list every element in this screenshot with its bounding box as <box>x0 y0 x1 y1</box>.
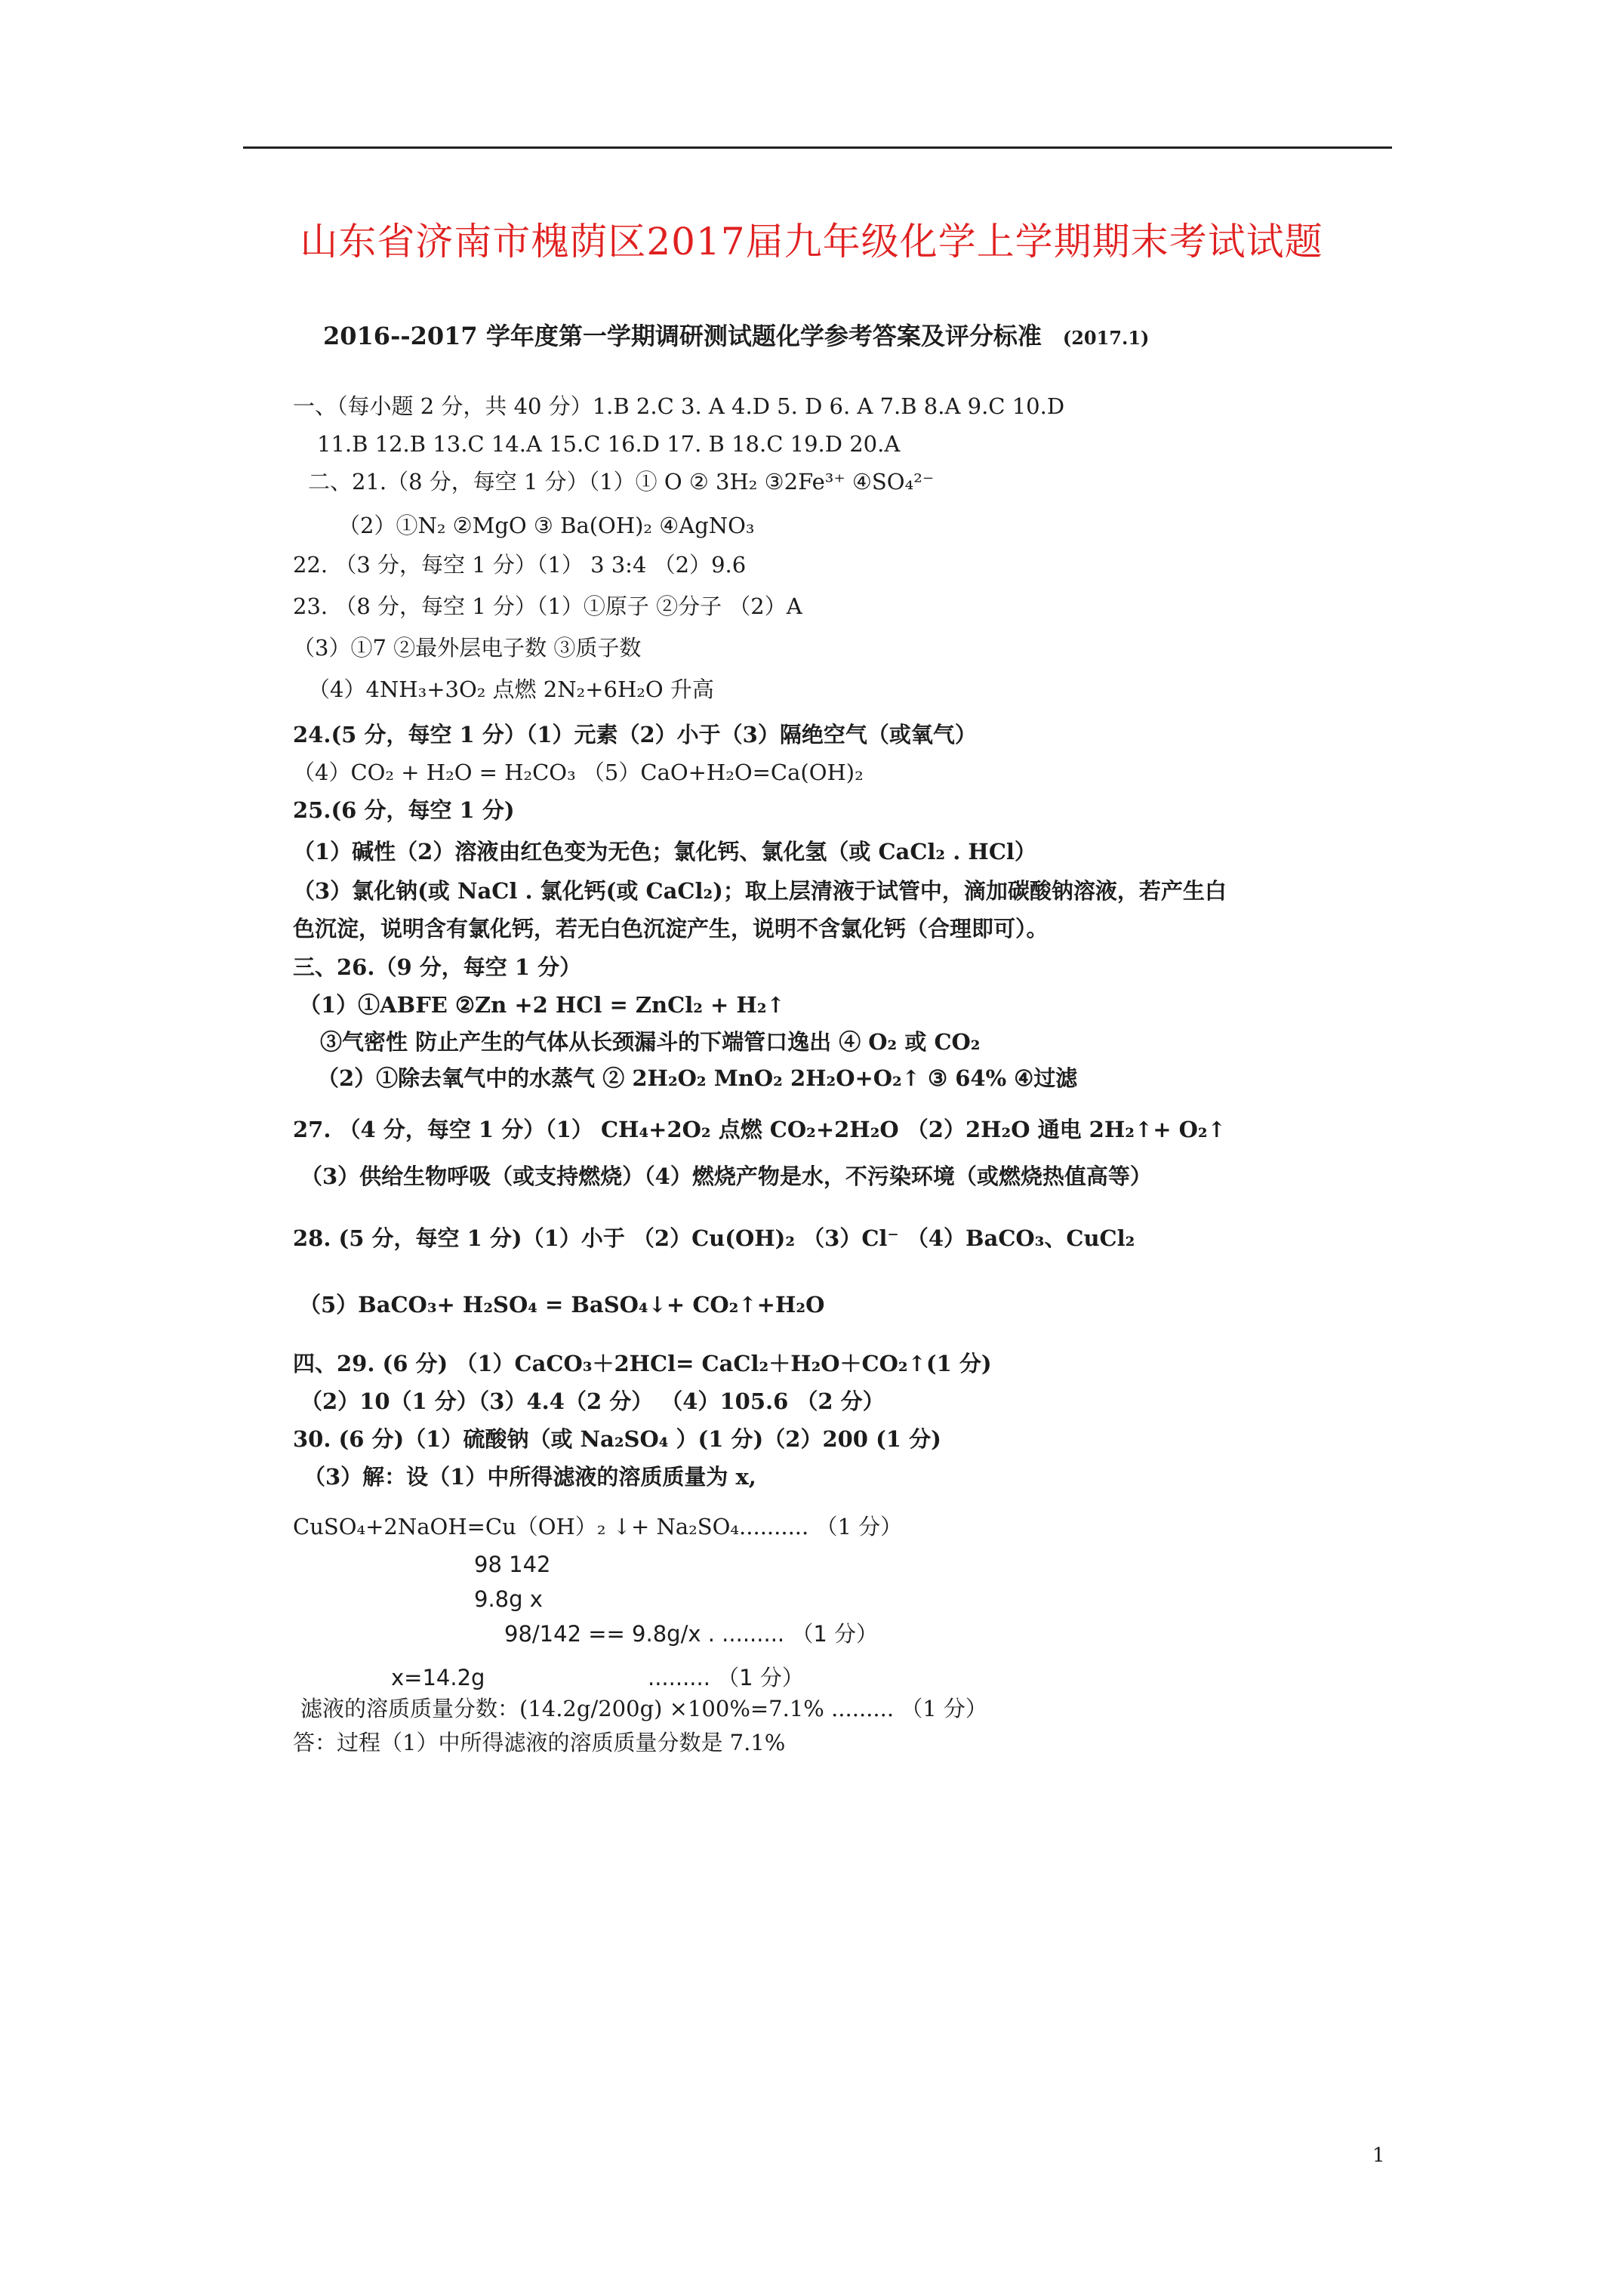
answer-line: （2）①除去氧气中的水蒸气 ② 2H₂O₂ MnO₂ 2H₂O+O₂↑ ③ 64% ④过滤 <box>317 1065 1078 1091</box>
answer-line: ......... （1 分） <box>648 1665 804 1690</box>
answer-line: 28. (5 分，每空 1 分)（1）小于 （2）Cu(OH)₂ （3）Cl⁻ （4）BaCO₃、CuCl₂ <box>293 1225 1135 1251</box>
answer-line: （1）①ABFE ②Zn +2 HCl = ZnCl₂ + H₂↑ <box>299 992 785 1018</box>
answer-line: （3）供给生物呼吸（或支持燃烧）（4）燃烧产物是水，不污染环境（或燃烧热值高等） <box>300 1163 1152 1189</box>
answer-line: 24.(5 分，每空 1 分）（1）元素（2）小于（3）隔绝空气（或氧气） <box>293 722 977 747</box>
answer-line: 25.(6 分，每空 1 分) <box>293 797 515 823</box>
answer-key-title <box>323 317 1149 352</box>
answer-line: （4）CO₂ + H₂O = H₂CO₃ （5）CaO+H₂O=Ca(OH)₂ <box>293 760 864 785</box>
answer-line: 9.8g x <box>474 1586 543 1612</box>
answer-line: 30. (6 分)（1）硫酸钠（或 Na₂SO₄ ）(1 分)（2）200 (1 分) <box>293 1426 941 1452</box>
answer-line: 11.B 12.B 13.C 14.A 15.C 16.D 17. B 18.C 19.D 20.A <box>317 431 901 457</box>
answer-line: （3）①7 ②最外层电子数 ③质子数 <box>293 635 642 661</box>
answer-line: 色沉淀，说明含有氯化钙，若无白色沉淀产生，说明不含氯化钙（合理即可）。 <box>293 916 1049 942</box>
answer-line: x=14.2g <box>391 1665 485 1690</box>
answer-line: 22. （3 分，每空 1 分）（1） 3 3:4 （2）9.6 <box>293 552 747 578</box>
answer-line: （5）BaCO₃+ H₂SO₄ = BaSO₄↓+ CO₂↑+H₂O <box>299 1292 825 1318</box>
answer-line: 98 142 <box>474 1552 551 1577</box>
answer-key-date: (2017.1) <box>1062 327 1150 349</box>
answer-line: CuSO₄+2NaOH=Cu（OH）₂ ↓+ Na₂SO₄.......... （1 分） <box>293 1514 903 1539</box>
answer-line: ③气密性 防止产生的气体从长颈漏斗的下端管口逸出 ④ O₂ 或 CO₂ <box>320 1029 981 1055</box>
answer-line: （1）碱性（2）溶液由红色变为无色；氯化钙、氯化氢（或 CaCl₂ . HCl） <box>293 839 1036 864</box>
answer-line: 三、26.（9 分，每空 1 分） <box>293 954 582 980</box>
document-title: 山东省济南市槐荫区2017届九年级化学上学期期末考试试题 <box>300 220 1323 264</box>
answer-key-heading: 2016--2017 学年度第一学期调研测试题化学参考答案及评分标准 <box>323 322 1042 350</box>
answer-line: （4）4NH₃+3O₂ 点燃 2N₂+6H₂O 升高 <box>308 676 714 702</box>
answer-line: 二、21.（8 分，每空 1 分）（1）① O ② 3H₂ ③2Fe³⁺ ④SO₄²⁻ <box>308 469 935 495</box>
top-rule <box>243 146 1392 149</box>
answer-line: （2）10（1 分）（3）4.4（2 分） （4）105.6 （2 分） <box>300 1388 885 1414</box>
answer-line: （3）解：设（1）中所得滤液的溶质质量为 x, <box>303 1464 756 1490</box>
page-number: 1 <box>1372 2144 1385 2167</box>
answer-line: 答：过程（1）中所得滤液的溶质质量分数是 7.1% <box>293 1730 786 1755</box>
answer-line: （3）氯化钠(或 NaCl . 氯化钙(或 CaCl₂)；取上层清液于试管中，滴加碳酸钠溶液，若产生白 <box>293 878 1227 904</box>
answer-line: 27. （4 分，每空 1 分）（1） CH₄+2O₂ 点燃 CO₂+2H₂O （2）2H₂O 通电 2H₂↑+ O₂↑ <box>293 1117 1226 1142</box>
answer-line: 一、（每小题 2 分，共 40 分）1.B 2.C 3. A 4.D 5. D 6. A 7.B 8.A 9.C 10.D <box>293 393 1065 419</box>
answer-line: （2）①N₂ ②MgO ③ Ba(OH)₂ ④AgNO₃ <box>338 513 755 538</box>
answer-line: 四、29. (6 分) （1）CaCO₃＋2HCl= CaCl₂＋H₂O＋CO₂↑(1 分) <box>293 1351 992 1376</box>
answer-line: 98/142 == 9.8g/x . ......... （1 分） <box>504 1621 879 1647</box>
answer-line: 滤液的溶质质量分数：(14.2g/200g) ×100%=7.1% ......... （1 分） <box>300 1696 987 1721</box>
answer-line: 23. （8 分，每空 1 分）（1）①原子 ②分子 （2）A <box>293 593 802 619</box>
